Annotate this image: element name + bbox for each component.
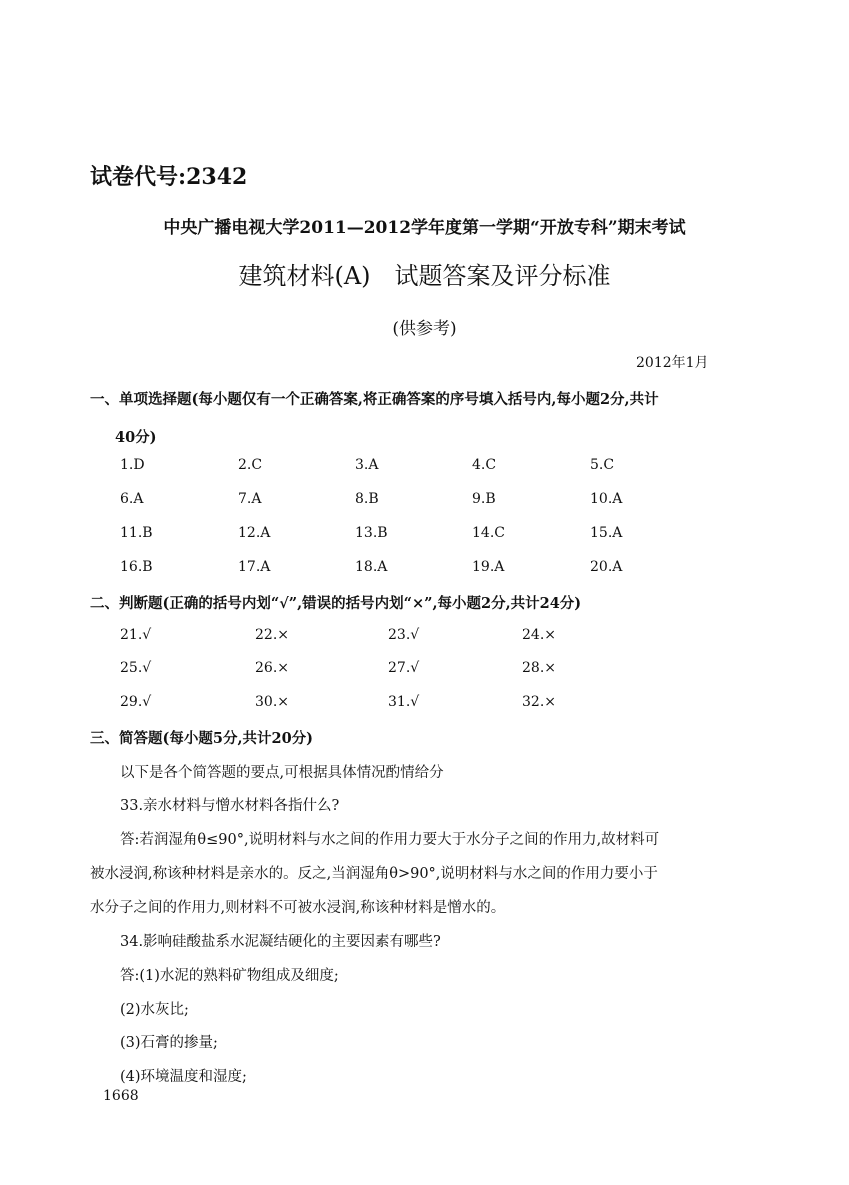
answer-28: 28.× <box>522 660 556 676</box>
answer-18: 18.A <box>355 559 388 575</box>
section2-heading: 二、判断题(正确的括号内划“√”,错误的括号内划“×”,每小题2分,共计24分) <box>90 595 582 612</box>
answer-6: 6.A <box>120 491 144 507</box>
answer-16: 16.B <box>120 559 153 575</box>
question-33: 33.亲水材料与憎水材料各指什么? <box>120 798 340 814</box>
answer-30: 30.× <box>255 694 289 710</box>
answer-27: 27.√ <box>388 660 420 676</box>
answer-21: 21.√ <box>120 627 152 643</box>
answer-33-line-1: 答:若润湿角θ≤90°,说明材料与水之间的作用力要大于水分子之间的作用力,故材料可 <box>120 832 660 848</box>
paper-code: 试卷代号:2342 <box>90 164 248 190</box>
answer-13: 13.B <box>355 525 388 541</box>
answer-34-line-4: (4)环境温度和湿度; <box>120 1069 247 1085</box>
document-title: 建筑材料(A) 试题答案及评分标准 <box>238 262 611 290</box>
section3-heading: 三、简答题(每小题5分,共计20分) <box>90 730 314 747</box>
answer-22: 22.× <box>255 627 289 643</box>
section3-intro: 以下是各个简答题的要点,可根据具体情况酌情给分 <box>120 765 444 781</box>
answer-32: 32.× <box>522 694 556 710</box>
answer-8: 8.B <box>355 491 379 507</box>
answer-9: 9.B <box>472 491 496 507</box>
answer-24: 24.× <box>522 627 556 643</box>
answer-25: 25.√ <box>120 660 152 676</box>
answer-33-line-3: 水分子之间的作用力,则材料不可被水浸润,称该种材料是憎水的。 <box>90 900 506 916</box>
answer-29: 29.√ <box>120 694 152 710</box>
answer-7: 7.A <box>238 491 262 507</box>
answer-26: 26.× <box>255 660 289 676</box>
answer-14: 14.C <box>472 525 505 541</box>
answer-3: 3.A <box>355 457 379 473</box>
page-number: 1668 <box>103 1088 139 1104</box>
section1-heading-cont: 40分) <box>115 429 157 446</box>
answer-1: 1.D <box>120 457 145 473</box>
answer-11: 11.B <box>120 525 153 541</box>
section1-heading: 一、单项选择题(每小题仅有一个正确答案,将正确答案的序号填入括号内,每小题2分,共计 <box>90 391 659 408</box>
answer-20: 20.A <box>590 559 623 575</box>
answer-31: 31.√ <box>388 694 420 710</box>
answer-19: 19.A <box>472 559 505 575</box>
exam-header: 中央广播电视大学2011—2012学年度第一学期“开放专科”期末考试 <box>163 218 686 238</box>
answer-15: 15.A <box>590 525 623 541</box>
answer-33-line-2: 被水浸润,称该种材料是亲水的。反之,当润湿角θ>90°,说明材料与水之间的作用力要小于 <box>90 866 658 882</box>
answer-10: 10.A <box>590 491 623 507</box>
reference-note: (供参考) <box>392 319 457 339</box>
answer-23: 23.√ <box>388 627 420 643</box>
answer-34-line-3: (3)石膏的掺量; <box>120 1035 218 1051</box>
answer-4: 4.C <box>472 457 497 473</box>
answer-34-line-1: 答:(1)水泥的熟料矿物组成及细度; <box>120 968 339 984</box>
answer-5: 5.C <box>590 457 615 473</box>
answer-17: 17.A <box>238 559 271 575</box>
answer-2: 2.C <box>238 457 263 473</box>
answer-34-line-2: (2)水灰比; <box>120 1002 189 1018</box>
answer-12: 12.A <box>238 525 271 541</box>
question-34: 34.影响硅酸盐系水泥凝结硬化的主要因素有哪些? <box>120 934 441 950</box>
exam-date: 2012年1月 <box>636 355 709 371</box>
